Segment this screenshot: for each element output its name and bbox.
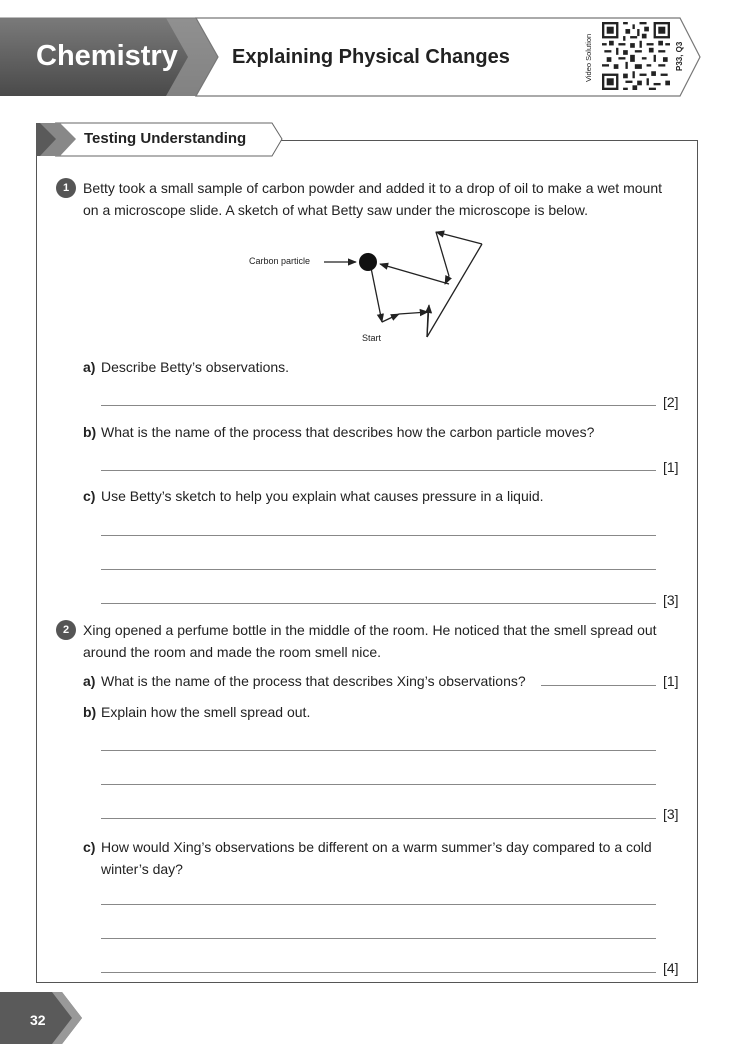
question-number-badge: 2 <box>56 620 76 640</box>
section-title: Testing Understanding <box>84 130 247 147</box>
answer-line[interactable] <box>101 750 656 751</box>
answer-line[interactable] <box>101 972 656 973</box>
start-label: Start <box>362 333 382 343</box>
question-text: Xing opened a perfume bottle in the middle of the room. He noticed that the smell spread out around the room and made the room smell nice. <box>83 622 657 660</box>
answer-line[interactable] <box>101 603 656 604</box>
marks-label: [1] <box>663 459 679 475</box>
answer-line[interactable] <box>541 685 656 686</box>
answer-line[interactable] <box>101 470 656 471</box>
question-part: c) How would Xing’s observations be different on a warm summer’s day compared to a cold winter’s day? <box>83 839 652 877</box>
page-title: Explaining Physical Changes <box>232 46 510 68</box>
page-number: 32 <box>30 1012 46 1028</box>
answer-line[interactable] <box>101 535 656 536</box>
answer-line[interactable] <box>101 569 656 570</box>
marks-label: [4] <box>663 960 679 976</box>
question-part: a) What is the name of the process that describes Xing’s observations? <box>83 673 526 689</box>
answer-line[interactable] <box>101 904 656 905</box>
answer-line[interactable] <box>101 405 656 406</box>
marks-label: [1] <box>663 673 679 689</box>
question-number-badge: 1 <box>56 178 76 198</box>
subject-title: Chemistry <box>36 40 178 72</box>
answer-line[interactable] <box>101 938 656 939</box>
marks-label: [3] <box>663 592 679 608</box>
question-part: a) Describe Betty’s observations. <box>83 359 290 375</box>
marks-label: [3] <box>663 806 679 822</box>
question-part: b) What is the name of the process that describes how the carbon particle moves? <box>83 424 595 440</box>
answer-line[interactable] <box>101 784 656 785</box>
carbon-particle-label: Carbon particle <box>249 256 311 266</box>
question-part: b) Explain how the smell spread out. <box>83 704 311 720</box>
marks-label: [2] <box>663 394 679 410</box>
question-text: Betty took a small sample of carbon powder and added it to a drop of oil to make a wet mount on a microscope slide. A sketch of what Betty saw under the microscope is below. <box>83 180 662 218</box>
qr-code-icon[interactable] <box>602 22 670 90</box>
question-part: c) Use Betty’s sketch to help you explain what causes pressure in a liquid. <box>83 488 544 504</box>
answer-line[interactable] <box>101 818 656 819</box>
question-reference: P33, Q3 <box>675 41 684 71</box>
video-solution-label: Video Solution <box>584 33 593 83</box>
